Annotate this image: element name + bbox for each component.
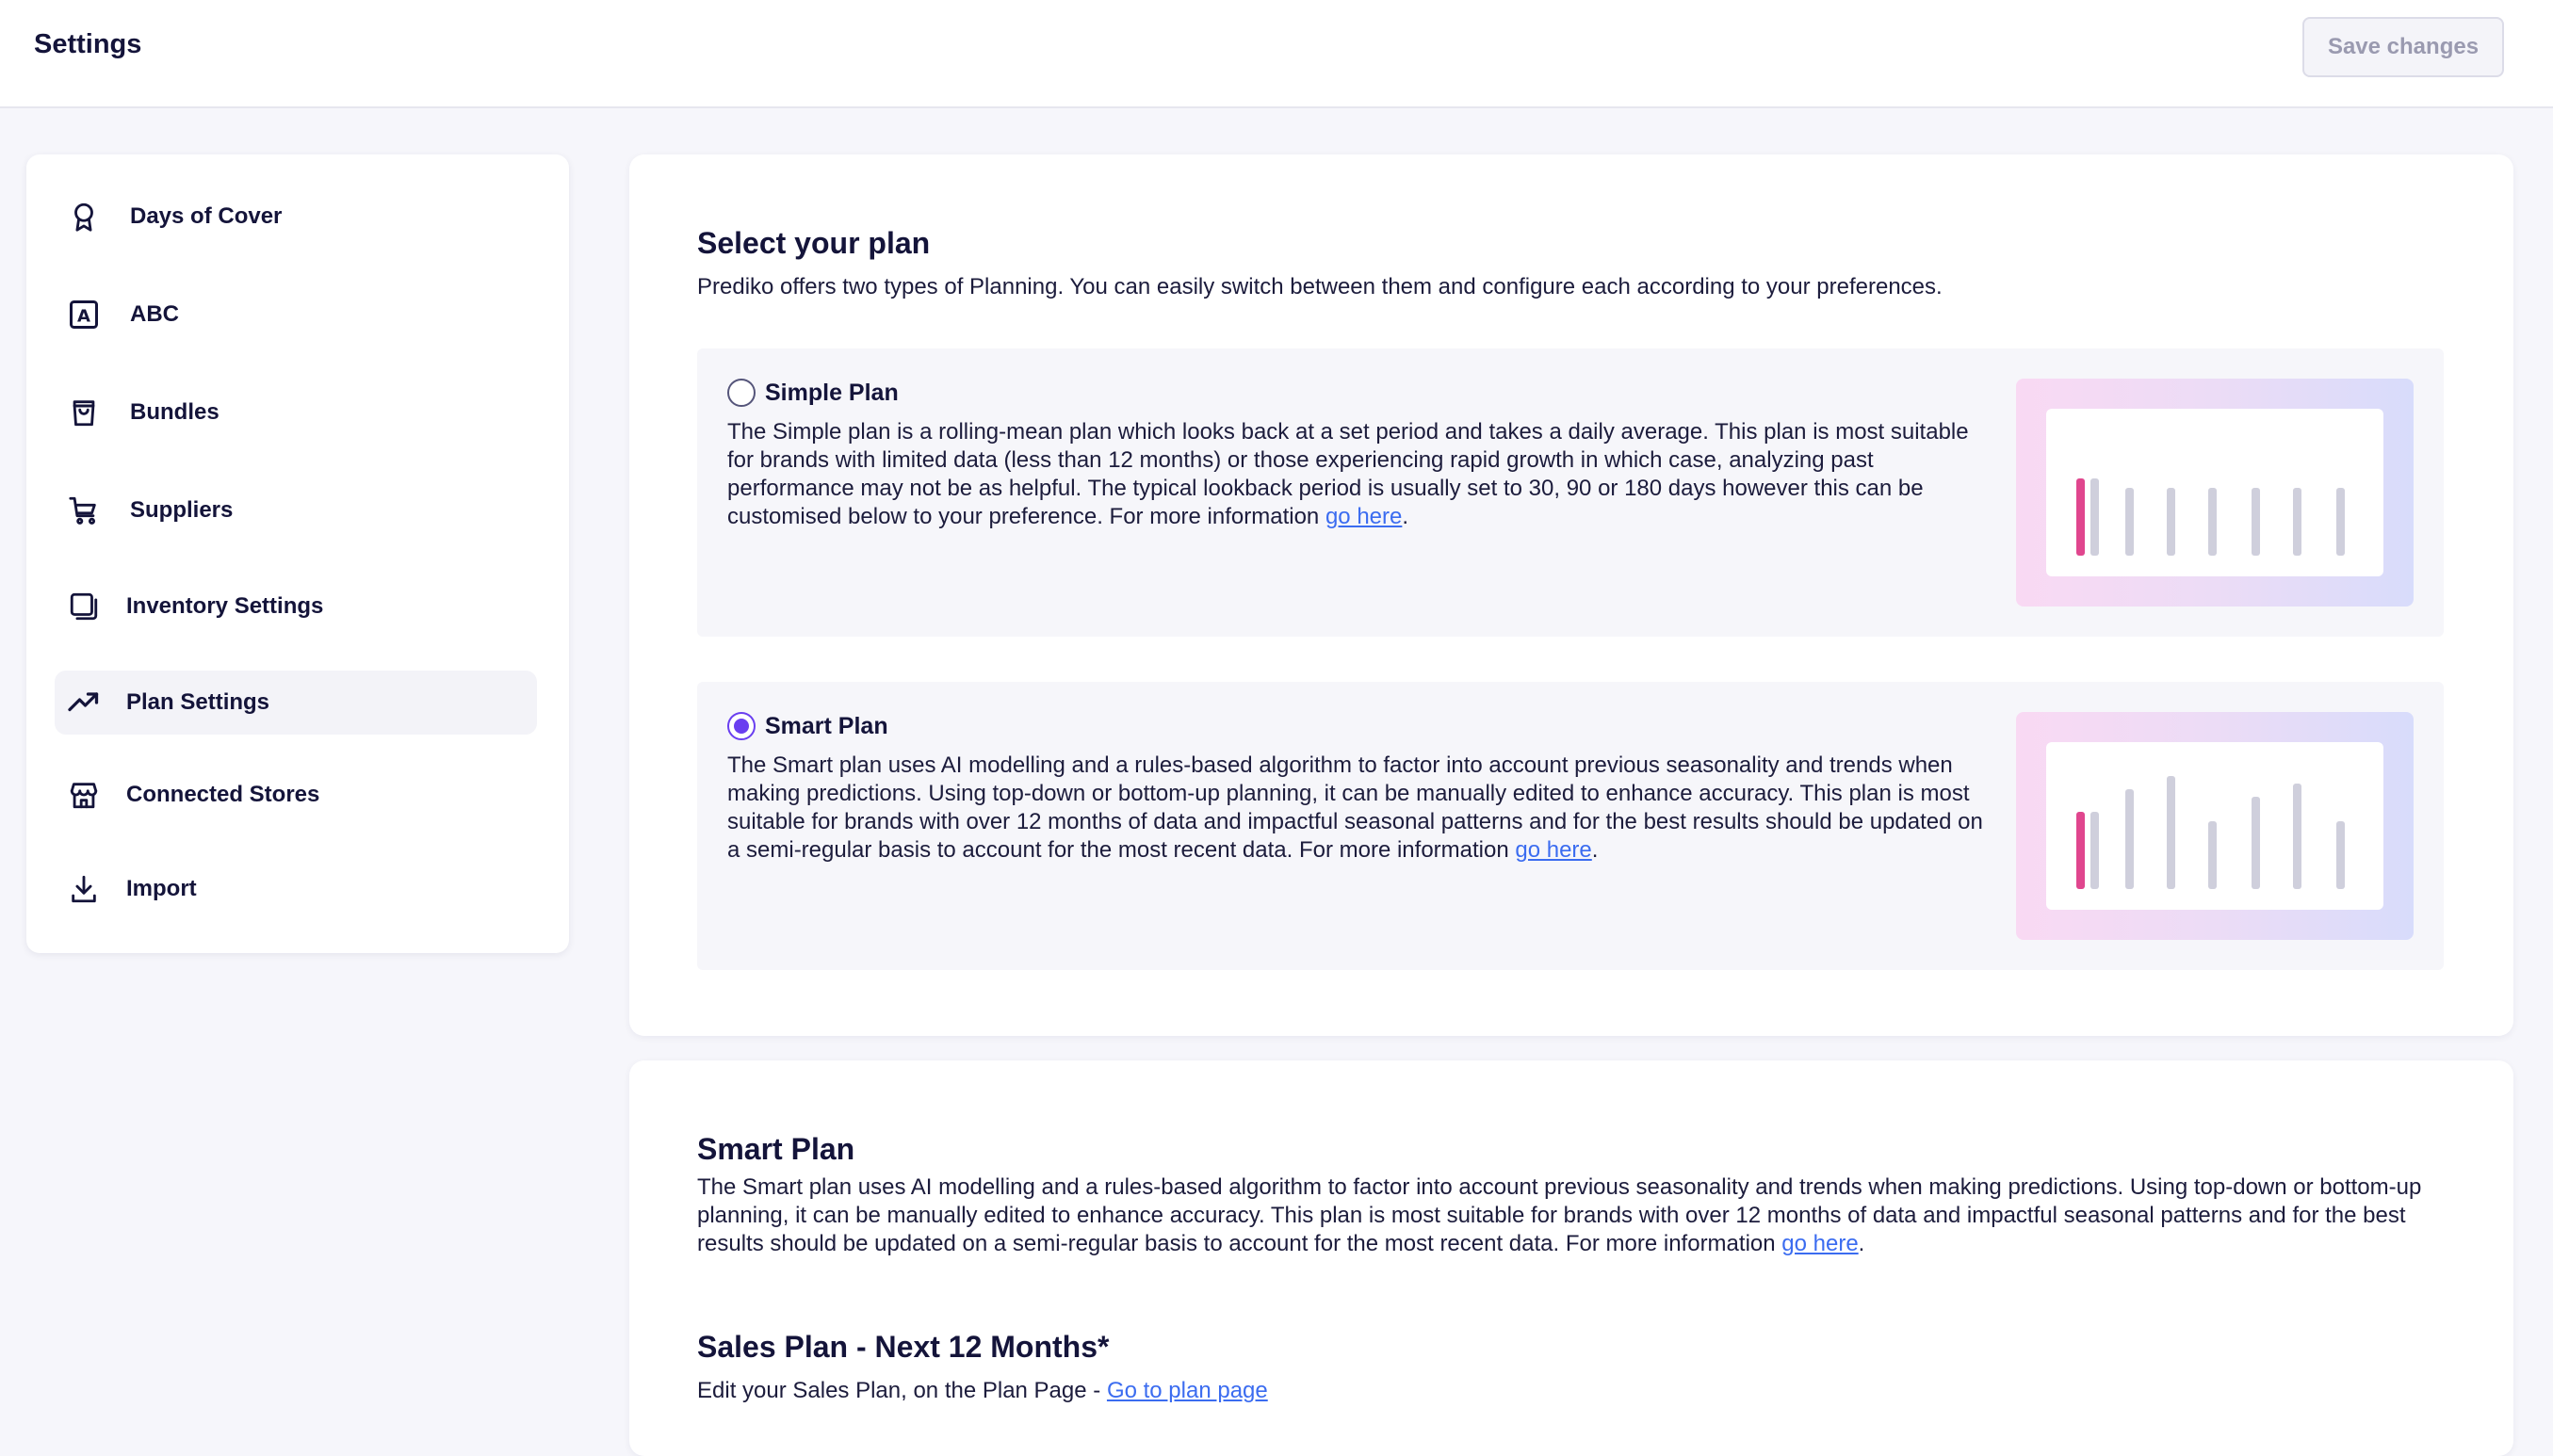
illustration-bar: [2125, 488, 2134, 556]
sidebar-item-connected-stores[interactable]: [55, 763, 537, 827]
illustration-bar: [2252, 797, 2260, 889]
shopping-bag-icon: [66, 395, 102, 430]
sidebar-item-label: Inventory Settings: [126, 593, 324, 619]
cart-icon: [66, 493, 102, 528]
illustration-bar: [2167, 488, 2175, 556]
sidebar-item-bundles[interactable]: [55, 380, 537, 445]
illustration-bar: [2208, 821, 2217, 889]
go-here-link[interactable]: go here: [1781, 1231, 1859, 1256]
go-here-link[interactable]: go here: [1325, 504, 1403, 529]
smart-plan-illustration: [2016, 712, 2414, 940]
simple-plan-option[interactable]: [697, 348, 2444, 637]
sidebar-item-label: Suppliers: [130, 497, 234, 523]
save-changes-button[interactable]: Save changes: [2302, 17, 2504, 77]
store-icon: [66, 777, 102, 813]
download-icon: [66, 871, 102, 907]
illustration-bar: [2252, 488, 2260, 556]
illustration-chart: [2046, 742, 2383, 910]
smart-plan-radio[interactable]: [727, 712, 756, 740]
illustration-bar: [2336, 821, 2345, 889]
top-bar: [0, 0, 2553, 108]
select-plan-card: [629, 154, 2513, 1036]
sidebar-item-label: Connected Stores: [126, 782, 320, 807]
illustration-bar: [2090, 812, 2099, 889]
sidebar-item-import[interactable]: [55, 857, 537, 921]
illustration-bar: [2090, 478, 2099, 556]
sidebar-item-label: Plan Settings: [126, 689, 270, 715]
illustration-bar: [2293, 784, 2301, 889]
sales-plan-title: Sales Plan - Next 12 Months*: [697, 1330, 1110, 1364]
layers-icon: [66, 589, 102, 624]
plan-name: Simple Plan: [765, 380, 899, 406]
trending-up-icon: [66, 685, 102, 720]
abc-box-icon: [66, 297, 102, 332]
sidebar-item-suppliers[interactable]: [55, 478, 537, 542]
illustration-bar: [2076, 478, 2085, 556]
sidebar-item-label: ABC: [130, 301, 179, 327]
sidebar-item-label: Import: [126, 876, 197, 901]
sidebar-item-inventory-settings[interactable]: [55, 574, 537, 639]
section-subtitle: Prediko offers two types of Planning. You can easily switch between them and configure each according to your preferences.: [697, 274, 1943, 299]
simple-plan-illustration: [2016, 379, 2414, 607]
plan-description: The Smart plan uses AI modelling and a rules-based algorithm to factor into account previous seasonality and trends when making predictions. Using top-down or bottom-up planning, it can be manually edited to enhance accuracy. This plan is most suitable for brands with over 12 months of data and impactful seasonal patterns and for the best results should be updated on a semi-regular basis to account for the most recent data. For more information go here.: [727, 752, 1983, 863]
award-icon: [66, 199, 102, 235]
illustration-bar: [2208, 488, 2217, 556]
sidebar-item-label: Bundles: [130, 399, 220, 425]
sidebar-item-plan-settings[interactable]: [55, 671, 537, 735]
sidebar-item-abc[interactable]: [55, 283, 537, 347]
illustration-bar: [2336, 488, 2345, 556]
sidebar-item-label: Days of Cover: [130, 203, 283, 229]
illustration-bar: [2167, 776, 2175, 889]
section-description: The Smart plan uses AI modelling and a rules-based algorithm to factor into account previous seasonality and trends when making predictions. Using top-down or bottom-up planning, it can be manually edited to enhance accuracy. This plan is most suitable for brands with over 12 months of data and impactful seasonal patterns and for the best results should be updated on a semi-regular basis to account for the most recent data. For more information go here.: [697, 1174, 2422, 1256]
illustration-bar: [2125, 789, 2134, 889]
page-title: Settings: [34, 29, 142, 59]
plan-name: Smart Plan: [765, 713, 888, 739]
settings-sidebar: [26, 154, 569, 953]
sales-plan-text: Edit your Sales Plan, on the Plan Page - Go to plan page: [697, 1378, 1268, 1403]
smart-plan-card: [629, 1060, 2513, 1456]
illustration-chart: [2046, 409, 2383, 576]
smart-plan-option[interactable]: [697, 682, 2444, 970]
illustration-bar: [2076, 812, 2085, 889]
plan-description: The Simple plan is a rolling-mean plan which looks back at a set period and takes a daily average. This plan is most suitable for brands with limited data (less than 12 months) or those experiencing rapid growth in which case, analyzing past performance may not be as helpful. The typical lookback period is usually set to 30, 90 or 180 days however this can be customised below to your preference. For more information go here.: [727, 419, 1969, 529]
go-here-link[interactable]: go here: [1515, 837, 1592, 863]
section-title: Smart Plan: [697, 1132, 855, 1166]
svg-text:A: A: [77, 306, 90, 327]
go-to-plan-page-link[interactable]: Go to plan page: [1106, 1378, 1268, 1403]
simple-plan-radio[interactable]: [727, 379, 756, 407]
illustration-bar: [2293, 488, 2301, 556]
sidebar-item-days-of-cover[interactable]: [55, 185, 537, 249]
section-title: Select your plan: [697, 226, 931, 260]
